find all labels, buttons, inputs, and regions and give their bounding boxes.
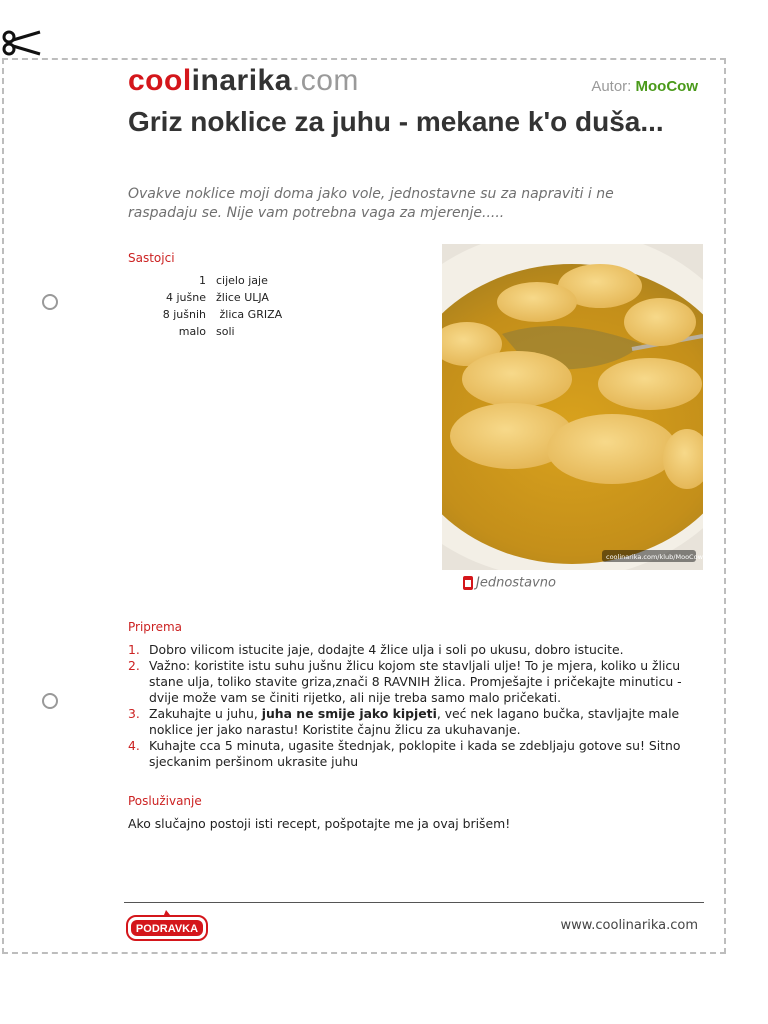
author-line	[591, 78, 698, 95]
step-item	[128, 738, 708, 770]
step-text: Dobro vilicom istucite jaje, dodajte 4 žlice ulja i soli po ukusu, dobro istucite.	[149, 642, 624, 657]
scissors-icon	[2, 28, 42, 58]
step-text: Kuhajte cca 5 minuta, ugasite štednjak, poklopite i kada se zdebljaju gotove su! Sitno sjeckanim peršinom ukrasite juhu	[149, 738, 681, 769]
ingredient-row	[128, 306, 282, 323]
punch-hole	[42, 693, 58, 709]
step-number: 3.	[128, 706, 140, 721]
ingredient-name: cijelo jaje	[216, 274, 268, 287]
punch-hole	[42, 294, 58, 310]
step-number: 2.	[128, 658, 140, 673]
site-logo[interactable]	[128, 64, 359, 98]
ingredients-list	[128, 272, 282, 340]
recipe-title: Griz noklice za juhu - mekane k'o duša...	[128, 106, 664, 137]
logo-cool: cool	[128, 64, 192, 97]
step-text: Zakuhajte u juhu,	[149, 706, 262, 721]
ingredient-qty: 4 jušne	[166, 291, 206, 304]
photo-watermark: coolinarika.com/klub/MooCow	[606, 553, 703, 561]
ingredient-name: soli	[216, 325, 235, 338]
step-item	[128, 706, 708, 738]
website-link[interactable]: www.coolinarika.com	[560, 918, 698, 933]
recipe-intro: Ovakve noklice moji doma jako vole, jednostavne su za napraviti i ne raspadaju se. Nije vam potrebna vaga za mjerenje.....	[128, 186, 614, 221]
logo-inarika: inarika	[191, 64, 292, 97]
ingredient-qty: malo	[178, 325, 206, 338]
ingredient-name: žlica GRIZA	[216, 308, 283, 321]
logo-dotcom: .com	[291, 64, 359, 97]
preparation-steps	[128, 642, 708, 770]
ingredients-heading: Sastojci	[128, 251, 175, 265]
podravka-logo-text: PODRAVKA	[135, 923, 199, 935]
serving-heading: Posluživanje	[128, 794, 202, 808]
step-item	[128, 642, 708, 658]
recipe-photo[interactable]	[442, 244, 703, 570]
serving-text: Ako slučajno postoji isti recept, pošpotajte me ja ovaj brišem!	[128, 816, 511, 831]
step-item	[128, 658, 708, 706]
ingredient-name: žlice ULJA	[216, 291, 269, 304]
author-label: Autor:	[591, 78, 632, 95]
ingredient-row	[128, 289, 282, 306]
footer-divider	[124, 902, 704, 903]
step-number: 1.	[128, 642, 140, 657]
ingredient-qty: 1	[199, 274, 206, 287]
ingredient-qty: 8 jušnih	[162, 308, 206, 321]
step-number: 4.	[128, 738, 140, 753]
ingredient-row	[128, 323, 282, 340]
step-text-bold: juha ne smije jako kipjeti	[261, 706, 437, 721]
step-text: Važno: koristite istu suhu jušnu žlicu kojom ste stavljali ulje! To je mjera, koliko u žlicu stane ulja, toliko stavite griza,znači 8 RAVNIH žlica. Promješajte i pričekajte minuticu - dvije može vam se činiti rijetko, ali nije treba samo malo pričekati.	[149, 658, 682, 705]
podravka-logo[interactable]	[126, 908, 208, 942]
ingredient-row	[128, 272, 282, 289]
difficulty-indicator	[462, 575, 556, 591]
step-text: , već nek lagano bučka, stavljajte male noklice jer jako narastu! Koristite čajnu žlicu za ukuhavanje.	[149, 706, 680, 737]
chef-hat-icon	[462, 575, 474, 591]
difficulty-label: Jednostavno	[476, 575, 556, 591]
preparation-heading: Priprema	[128, 620, 183, 634]
author-name[interactable]: MooCow	[635, 78, 698, 95]
